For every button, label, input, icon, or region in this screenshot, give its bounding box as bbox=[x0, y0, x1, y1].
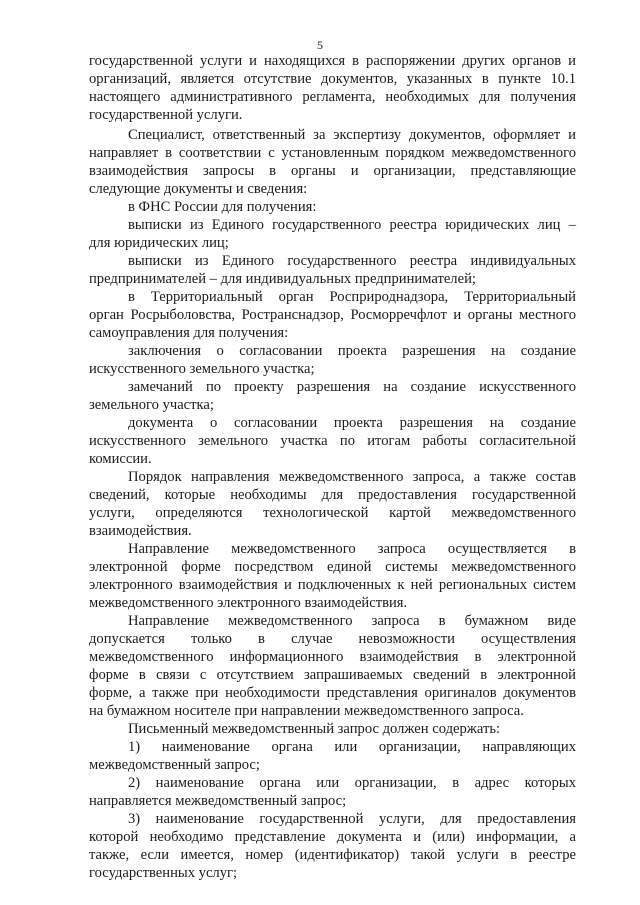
text-line: форме в связи с отсутствием запрашиваемых сведений в электронной bbox=[89, 667, 576, 683]
text-line: взаимодействия запросы в органы и организации, представляющие bbox=[89, 163, 576, 179]
text-line: также, если имеется, номер (идентификатор) такой услуги в реестре bbox=[89, 847, 576, 863]
text-line: взаимодействия. bbox=[89, 523, 192, 539]
text-line: государственной услуги. bbox=[89, 107, 243, 123]
text-line: Письменный межведомственный запрос должен содержать: bbox=[128, 721, 501, 737]
text-line: межведомственного информационного взаимодействия в электронной bbox=[89, 649, 576, 665]
text-line: самоуправления для получения: bbox=[89, 325, 289, 341]
page-number: 5 bbox=[317, 38, 323, 52]
text-line: межведомственный запрос; bbox=[89, 757, 260, 773]
text-line: искусственного земельного участка; bbox=[89, 361, 315, 377]
text-line: Направление межведомственного запроса осуществляется в bbox=[128, 541, 576, 557]
text-line: которой необходимо представление документа и (или) информации, а bbox=[89, 829, 576, 845]
text-line: орган Росрыболовства, Ространснадзор, Росморречфлот и органы местного bbox=[89, 307, 576, 323]
text-line: настоящего административного регламента, необходимых для получения bbox=[89, 89, 576, 105]
text-line: искусственного земельного участка по итогам работы согласительной bbox=[89, 433, 576, 449]
text-line: комиссии. bbox=[89, 451, 152, 467]
text-line: государственной услуги и находящихся в распоряжении других органов и bbox=[89, 53, 576, 69]
text-line: Специалист, ответственный за экспертизу документов, оформляет и bbox=[128, 127, 576, 143]
text-line: государственных услуг; bbox=[89, 865, 238, 881]
text-line: сведений, которые необходимы для предоставления государственной bbox=[89, 487, 576, 503]
text-line: в ФНС России для получения: bbox=[128, 199, 317, 215]
text-line: в Территориальный орган Росприроднадзора, Территориальный bbox=[128, 289, 576, 305]
text-line: выписки из Единого государственного реестра юридических лиц – bbox=[128, 217, 576, 233]
text-line: допускается только в случае невозможности осуществления bbox=[89, 631, 576, 647]
text-line: земельного участка; bbox=[89, 397, 214, 413]
text-line: направляет в соответствии с установленным порядком межведомственного bbox=[89, 145, 576, 161]
text-line: для юридических лиц; bbox=[89, 235, 229, 251]
text-line: 1) наименование органа или организации, направляющих bbox=[128, 739, 576, 755]
text-line: Направление межведомственного запроса в бумажном виде bbox=[128, 613, 576, 629]
text-line: заключения о согласовании проекта разрешения на создание bbox=[128, 343, 576, 359]
text-line: следующие документы и сведения: bbox=[89, 181, 308, 197]
text-line: организаций, является отсутствие документов, указанных в пункте 10.1 bbox=[89, 71, 576, 87]
text-line: межведомственного электронного взаимодействия. bbox=[89, 595, 408, 611]
text-line: электронной форме посредством единой системы межведомственного bbox=[89, 559, 576, 575]
text-line: выписки из Единого государственного реестра индивидуальных bbox=[128, 253, 576, 269]
text-line: предпринимателей – для индивидуальных предпринимателей; bbox=[89, 271, 476, 287]
text-line: направляется межведомственный запрос; bbox=[89, 793, 347, 809]
text-line: форме, а также при необходимости представления оригиналов документов bbox=[89, 685, 576, 701]
text-line: замечаний по проекту разрешения на создание искусственного bbox=[128, 379, 576, 395]
text-line: электронного взаимодействия и подключенных к ней региональных систем bbox=[89, 577, 576, 593]
text-line: 3) наименование государственной услуги, для предоставления bbox=[128, 811, 576, 827]
text-line: на бумажном носителе при направлении межведомственного запроса. bbox=[89, 703, 524, 719]
text-line: Порядок направления межведомственного запроса, а также состав bbox=[128, 469, 576, 485]
text-line: услуги, определяются технологической картой межведомственного bbox=[89, 505, 576, 521]
text-line: 2) наименование органа или организации, в адрес которых bbox=[128, 775, 576, 791]
text-line: документа о согласовании проекта разрешения на создание bbox=[128, 415, 576, 431]
